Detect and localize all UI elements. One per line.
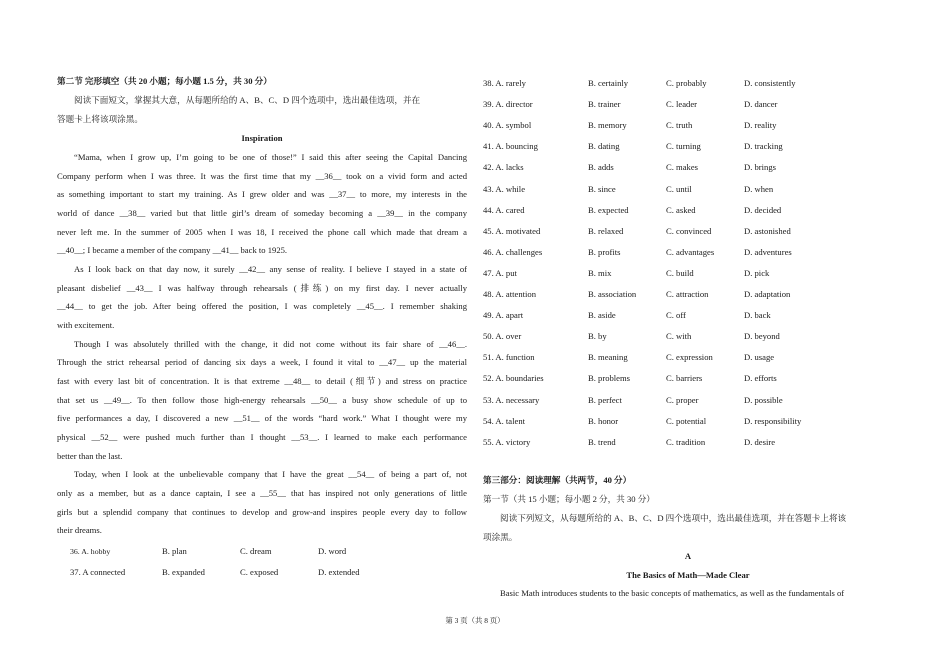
option-d: D. pick [744, 267, 770, 278]
option-b: B. meaning [588, 352, 628, 363]
option-c: C. barriers [666, 373, 703, 384]
option-a: 47. A. put [483, 267, 517, 278]
option-a: 38. A. rarely [483, 78, 526, 88]
option-b: B. problems [588, 373, 631, 384]
option-d: D. usage [744, 352, 775, 363]
option-a: 51. A. function [483, 352, 535, 363]
passage-line: five performances a day, I discovered a new __51__ of the words “hard work.” What I thought were my [57, 413, 467, 423]
option-c: C. with [666, 331, 692, 342]
passage-line: As I look back on that day now, it surely __42__ any sense of reality. I believe I stayed in a state of [74, 264, 467, 274]
option-b: B. memory [588, 120, 627, 131]
option-c: C. convinced [666, 225, 712, 236]
passage-title: Inspiration [241, 133, 283, 143]
option-c: C. proper [666, 394, 699, 405]
passage-line: with excitement. [57, 320, 115, 330]
option-d: D. when [744, 183, 774, 194]
option-a: 55. A. victory [483, 436, 531, 447]
option-b: B. trainer [588, 99, 621, 110]
option-a: 54. A. talent [483, 415, 526, 426]
option-a: 41. A. bouncing [483, 141, 538, 152]
option-a: 43. A. while [483, 183, 526, 194]
option-b: B. dating [588, 141, 620, 152]
passage-line: better than the last. [57, 451, 123, 461]
passage-line: Basic Math introduces students to the basic concepts of mathematics, as well as the fundamentals of [500, 588, 845, 598]
option-a: 48. A. attention [483, 289, 536, 299]
option-d: D. reality [744, 120, 777, 131]
option-d: D. tracking [744, 141, 783, 152]
page-footer: 第 3 页（共 8 页） [445, 616, 505, 625]
option-b: B. by [588, 331, 607, 342]
instruction-line: 项涂黑。 [483, 532, 518, 542]
option-b: B. expected [588, 204, 629, 215]
passage-title: The Basics of Math—Made Clear [626, 570, 750, 580]
option-c: C. build [666, 267, 694, 278]
option-b: B. certainly [588, 78, 629, 88]
option-c: C. exposed [240, 567, 279, 577]
option-c: C. turning [666, 141, 701, 152]
option-a: 49. A. apart [483, 310, 524, 321]
option-b: B. perfect [588, 394, 622, 405]
passage-line: __40__; I became a member of the company __41__ back to 1925. [57, 245, 288, 255]
passage-line: pleasant disbelief __43__ I was halfway through rehearsals (排练) on my first day. I never actually [57, 283, 467, 293]
option-a: 46. A. challenges [483, 246, 543, 257]
option-d: D. word [318, 546, 347, 556]
option-c: C. expression [666, 352, 713, 363]
passage-line: Company perform when I was three. It was the first time that my __36__ took on a vivid form and acted [57, 171, 467, 181]
option-d: D. adaptation [744, 289, 791, 299]
option-c: C. until [666, 183, 692, 194]
option-d: D. back [744, 310, 771, 321]
option-b: B. adds [588, 162, 614, 173]
part3-title: 第三部分：阅读理解（共两节，40 分） [483, 475, 632, 485]
option-c: C. probably [666, 78, 707, 88]
option-b: B. plan [162, 546, 187, 556]
option-a: 40. A. symbol [483, 120, 532, 131]
option-a: 53. A. necessary [483, 394, 540, 405]
option-d: D. possible [744, 394, 783, 405]
option-d: D. beyond [744, 331, 780, 342]
option-d: D. efforts [744, 373, 777, 384]
option-c: C. asked [666, 204, 696, 215]
option-d: D. decided [744, 204, 782, 215]
passage-line: as something important to start my training. As I grew older and was __37__ to more, my interests in the [57, 189, 467, 199]
option-a: 42. A. lacks [483, 162, 524, 173]
passage-line: girls but a splendid company that continues to develop and grow-and inspires people every day to follow [57, 507, 467, 517]
option-b: B. trend [588, 436, 616, 447]
passage-line: “Mama, when I grow up, I’m going to be one of those!” I said this after seeing the Capital Dancing [74, 152, 467, 162]
instruction-line: 阅读下列短文，从每题所给的 A、B、C、D 四个选项中，选出最佳选项，并在答题卡上将该 [500, 513, 847, 523]
passage-line: Though I was absolutely thrilled with the change, it did not come without its fair share of __46__. [74, 339, 467, 349]
section-title: 第二节 完形填空（共 20 小题；每小题 1.5 分，共 30 分） [57, 76, 272, 86]
option-a: 39. A. director [483, 99, 533, 110]
option-a: 52. A. boundaries [483, 373, 544, 384]
passage-line: __44__ to get the job. After being offered the position, I was completely __45__. I remember shaking [57, 301, 467, 311]
option-d: D. adventures [744, 246, 792, 257]
passage-line: their dreams. [57, 525, 102, 535]
instruction-line: 答题卡上将该项涂黑。 [57, 114, 143, 124]
option-c: C. dream [240, 546, 272, 556]
option-c: C. makes [666, 162, 698, 173]
option-b: B. expanded [162, 567, 205, 577]
passage-line: Through the strict rehearsal period of dancing six days a week, I found it vital to __47__ up the material [57, 357, 467, 367]
option-c: C. truth [666, 120, 693, 131]
option-c: C. leader [666, 99, 698, 110]
option-d: D. brings [744, 162, 776, 173]
option-d: D. dancer [744, 99, 778, 110]
option-b: B. mix [588, 267, 612, 278]
option-a: 45. A. motivated [483, 225, 541, 236]
option-b: B. honor [588, 415, 619, 426]
option-b: B. profits [588, 246, 621, 257]
passage-line: only as a member, but as a dance captain, I see a __55__ that has inspired not only generations of little [57, 488, 467, 498]
option-c: C. off [666, 310, 686, 321]
option-b: B. aside [588, 310, 616, 321]
option-a: 36. A. hobby [70, 547, 111, 556]
option-c: C. tradition [666, 436, 706, 447]
option-d: D. desire [744, 436, 776, 447]
passage-line: Today, when I look at the unbelievable company that I have the great __54__ of being a part of, not [74, 469, 467, 479]
option-c: C. advantages [666, 246, 715, 257]
option-c: C. potential [666, 415, 707, 426]
instruction-line: 阅读下面短文，掌握其大意，从每题所给的 A、B、C、D 四个选项中，选出最佳选项，并在 [74, 95, 421, 105]
passage-line: physical __52__ were pushed much further than I thought __53__. I learned to make each performance [57, 432, 467, 442]
option-d: D. astonished [744, 225, 791, 236]
passage-line: never left me. In the summer of 2005 when I was 18, I received the phone call which made that dream a [57, 227, 467, 237]
option-a: 37. A connected [70, 567, 126, 577]
option-d: D. extended [318, 567, 360, 577]
passage-line: that set us __49__. To then follow those high-energy rehearsals __50__ a busy show schedule of up to [57, 395, 467, 405]
section1-title: 第一节（共 15 小题；每小题 2 分，共 30 分） [483, 494, 655, 504]
option-b: B. association [588, 289, 637, 299]
option-a: 44. A. cared [483, 204, 525, 215]
passage-line: fast with every last bit of concentration. It is that extreme __48__ to detail (细节) and stress on practice [57, 376, 467, 386]
option-b: B. since [588, 183, 616, 194]
option-d: D. responsibility [744, 415, 802, 426]
passage-line: world of dance __38__ varied but that little girl’s dream of someday becoming a __39__ in the company [57, 208, 467, 218]
option-d: D. consistently [744, 78, 796, 88]
option-a: 50. A. over [483, 331, 522, 342]
option-c: C. attraction [666, 289, 709, 299]
passage-letter: A [684, 551, 692, 561]
option-b: B. relaxed [588, 225, 624, 236]
